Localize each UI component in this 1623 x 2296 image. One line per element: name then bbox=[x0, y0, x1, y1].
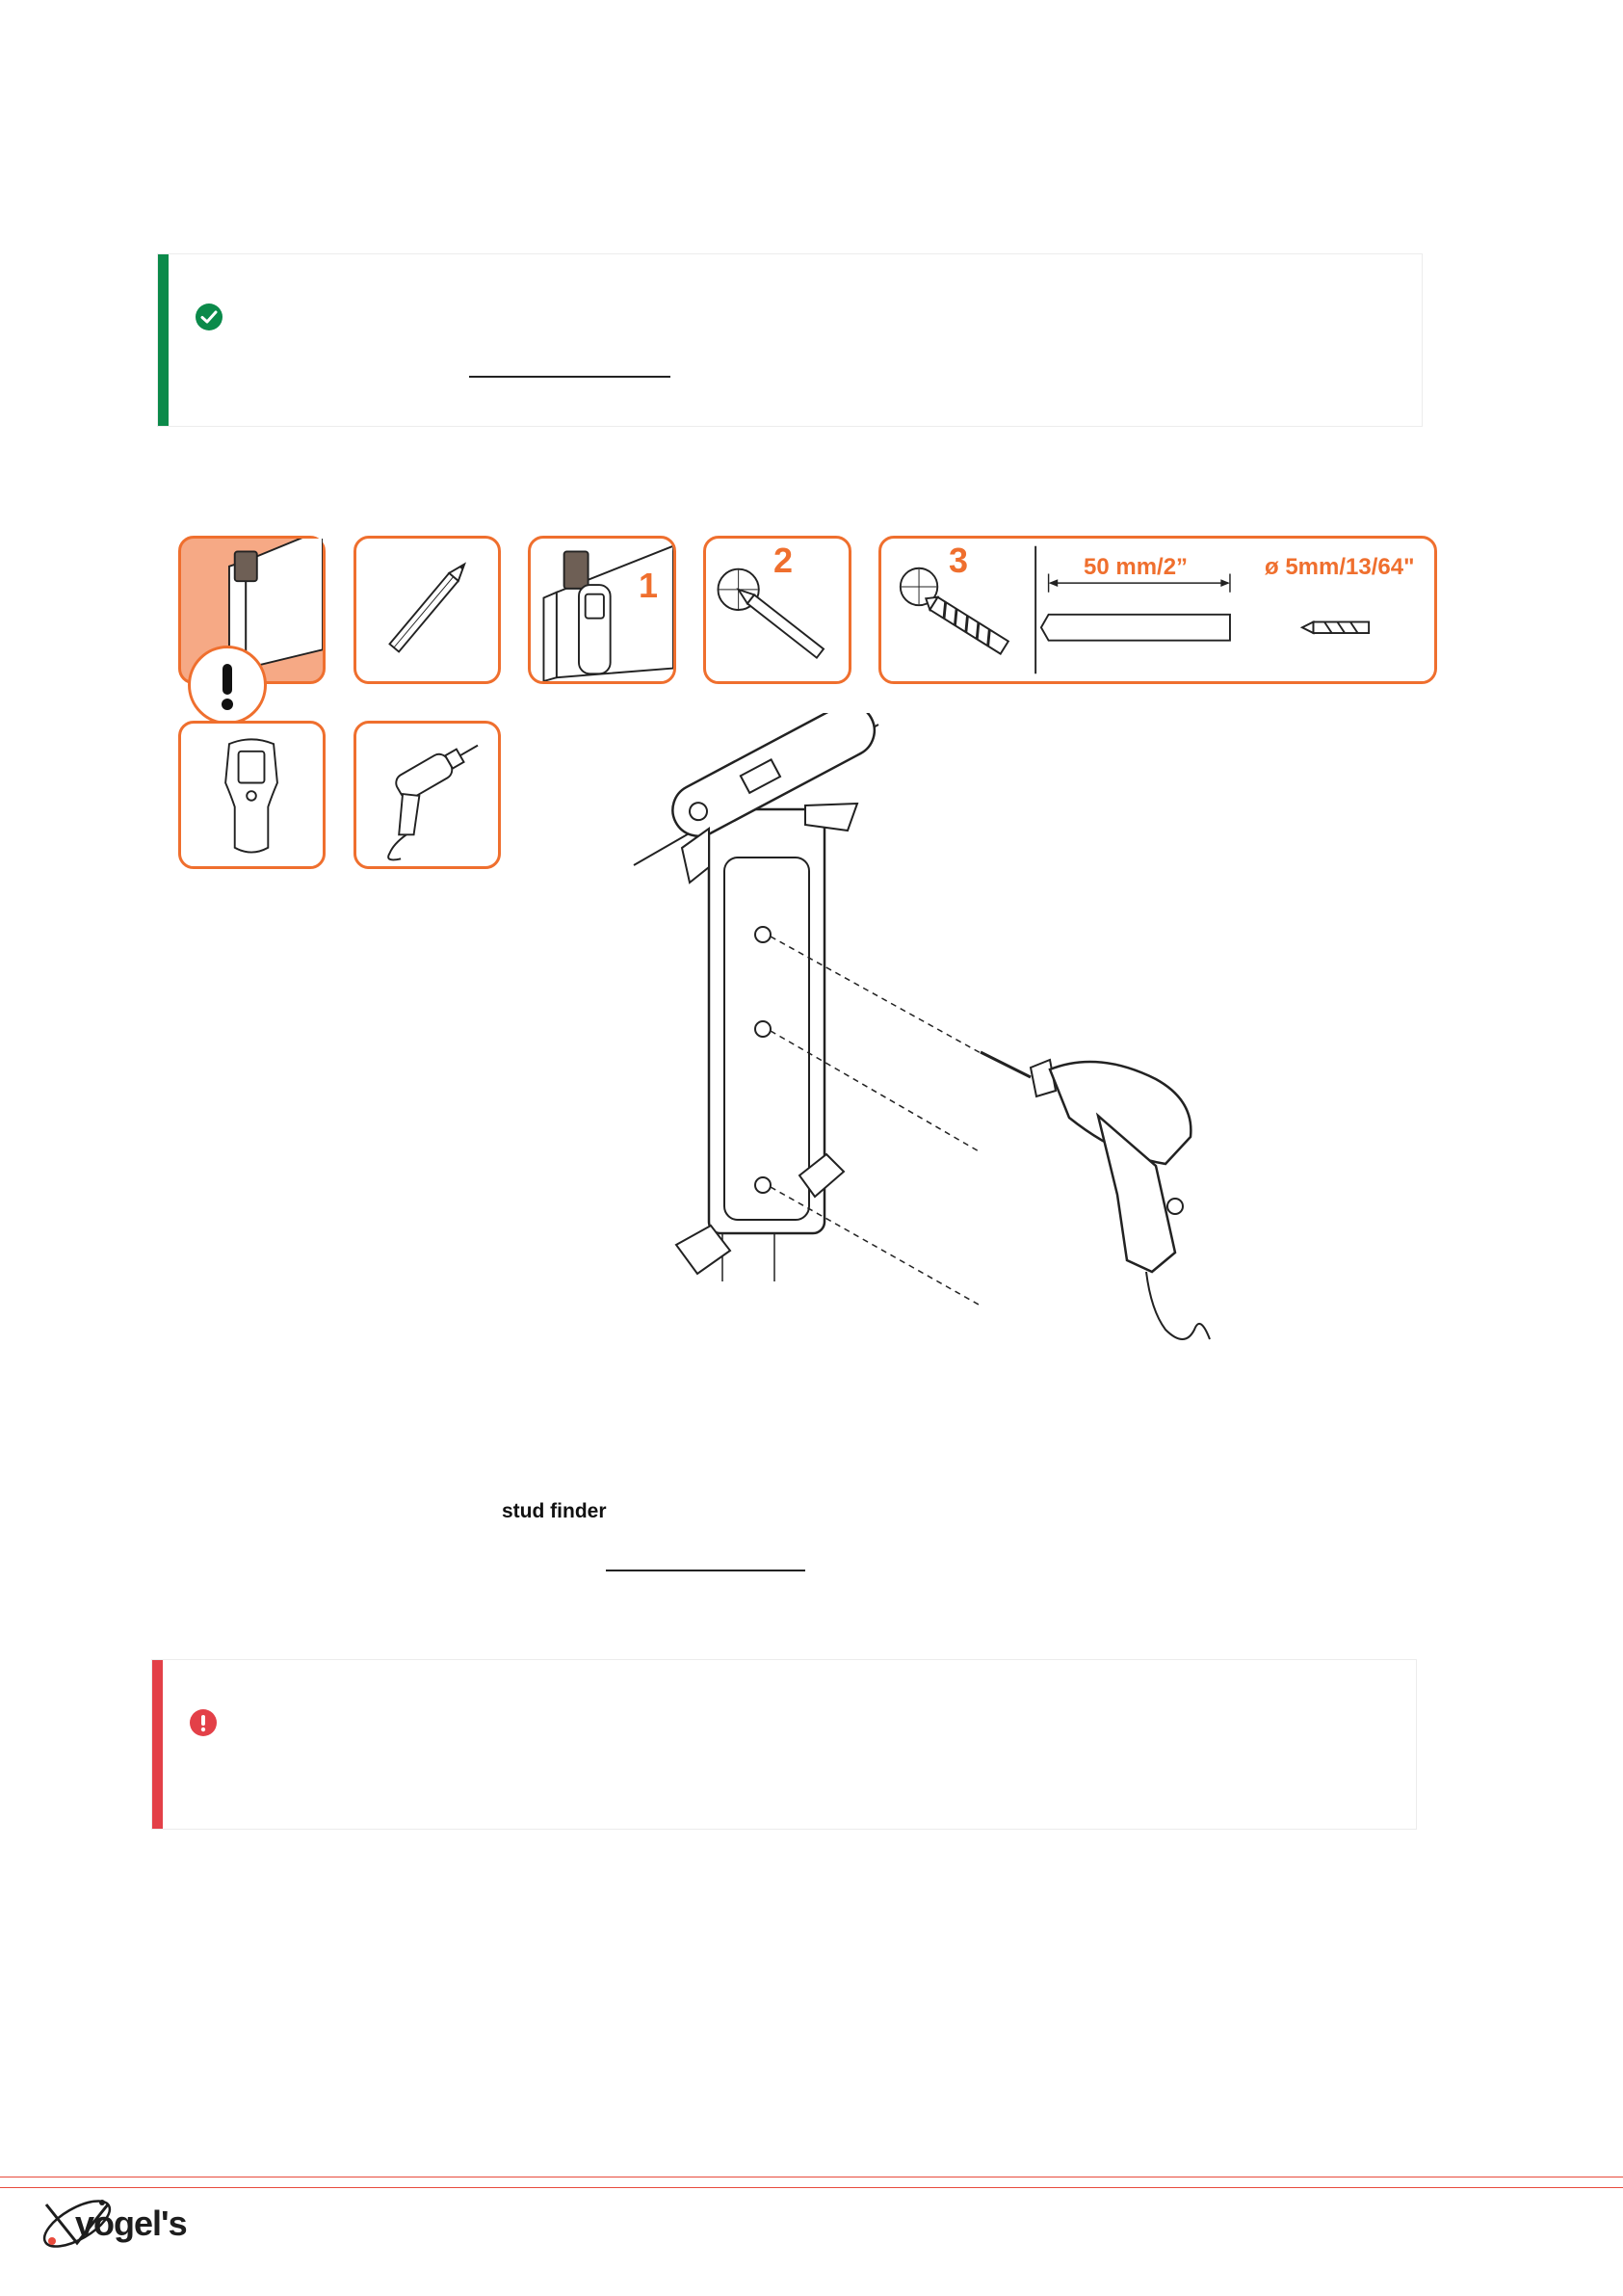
body-link-underline[interactable] bbox=[606, 1570, 805, 1571]
exclamation-icon bbox=[191, 648, 264, 722]
stud-finder-icon bbox=[181, 724, 323, 866]
drill-diameter-label: ø 5mm/13/64" bbox=[1265, 554, 1415, 580]
drill-bit-icon bbox=[1302, 621, 1369, 633]
step3-number: 3 bbox=[949, 541, 969, 580]
step2-number: 2 bbox=[773, 541, 794, 580]
exclamation-circle-icon bbox=[189, 1708, 218, 1742]
power-drill-icon bbox=[1031, 1060, 1210, 1339]
footer-divider bbox=[0, 2187, 1623, 2188]
error-accent-bar bbox=[152, 1660, 163, 1829]
step3-tile bbox=[878, 536, 1437, 684]
notice-link-underline[interactable] bbox=[469, 376, 670, 378]
power-drill-icon bbox=[356, 724, 498, 866]
brand-logo-text: vogel's bbox=[75, 2204, 187, 2243]
step1-number: 1 bbox=[639, 566, 659, 605]
pencil-tile bbox=[353, 536, 501, 684]
drill-tile bbox=[353, 721, 501, 869]
step2-tile bbox=[703, 536, 851, 684]
warning-badge bbox=[188, 646, 267, 725]
stud-finder-on-wall-illustration bbox=[531, 539, 673, 681]
check-circle-icon bbox=[195, 303, 223, 336]
step1-tile bbox=[528, 536, 676, 684]
drilling-illustration bbox=[616, 713, 1291, 1387]
stud-finder-tile bbox=[178, 721, 326, 869]
drill-depth-label: 50 mm/2” bbox=[1084, 554, 1189, 580]
pencil-icon bbox=[356, 539, 498, 681]
error-notice bbox=[151, 1659, 1417, 1830]
stud-finder-text: stud finder bbox=[502, 1500, 607, 1522]
success-accent-bar bbox=[158, 254, 169, 426]
drilling-template-drawing bbox=[616, 713, 1291, 1387]
success-notice bbox=[157, 253, 1423, 427]
